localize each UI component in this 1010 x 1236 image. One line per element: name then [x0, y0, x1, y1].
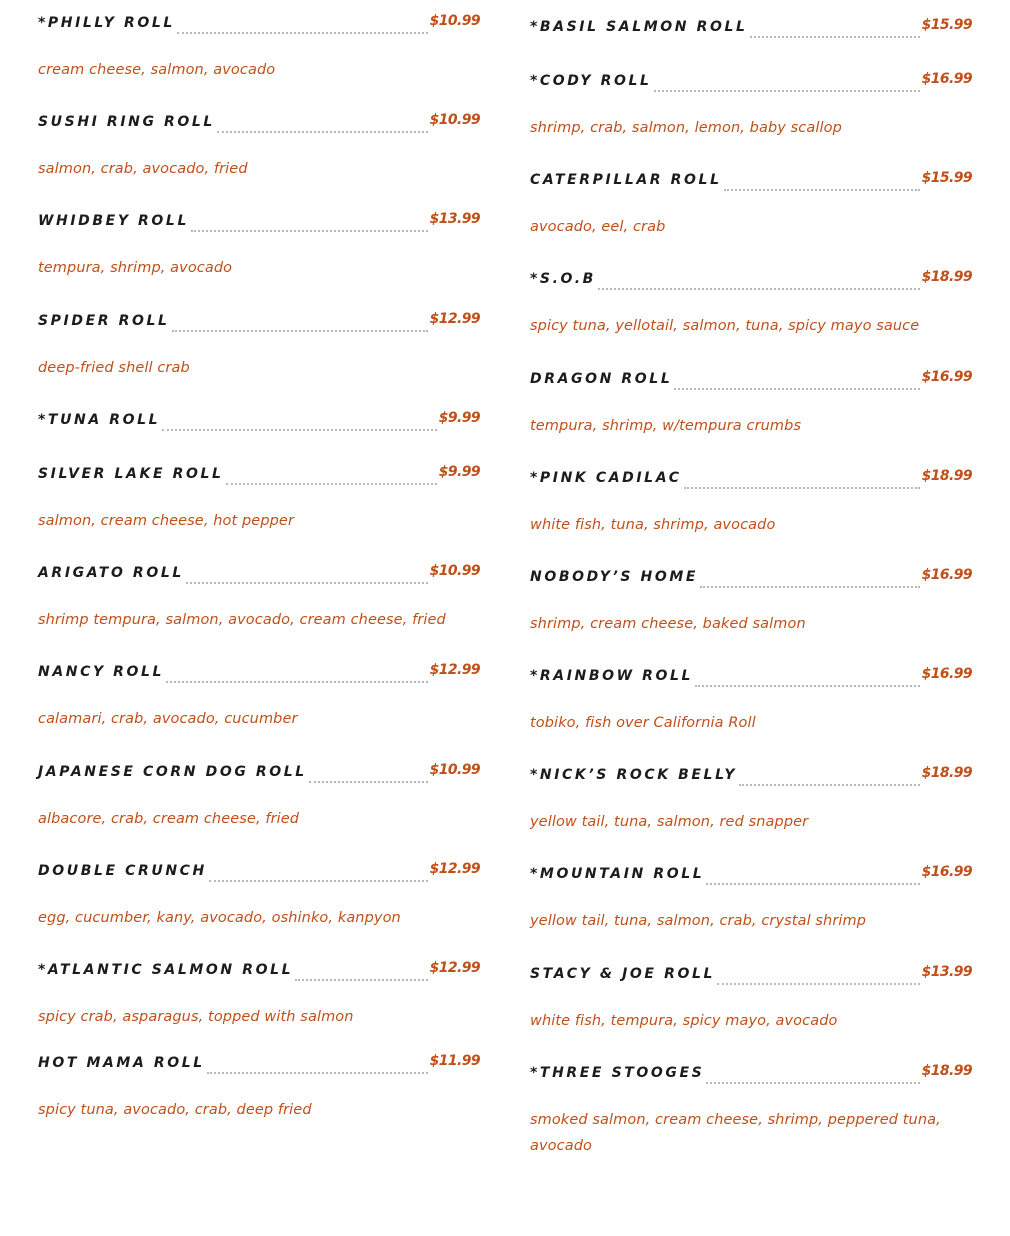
- menu-item-description: tobiko, fish over California Roll: [530, 715, 756, 731]
- menu-item-name: *RAINBOW ROLL: [530, 668, 694, 684]
- menu-item-price: $15.99: [921, 17, 972, 33]
- menu-item-header: [38, 312, 480, 334]
- menu-item-header: [530, 766, 972, 788]
- menu-item-header: [38, 862, 480, 884]
- menu-item-price: $10.99: [429, 762, 480, 778]
- menu-item-name: *PHILLY ROLL: [38, 15, 175, 31]
- menu-item: [38, 465, 480, 534]
- menu-item-price: $10.99: [429, 563, 480, 579]
- menu-item-description: white fish, tuna, shrimp, avocado: [530, 517, 776, 533]
- menu-item: [38, 961, 480, 1030]
- menu-item-description: yellow tail, tuna, salmon, crab, crystal shrimp: [530, 913, 867, 929]
- dotted-leader: [162, 429, 437, 431]
- menu-item-price: $12.99: [429, 960, 480, 976]
- menu-item-price: $18.99: [921, 1063, 972, 1079]
- menu-item-header: [530, 370, 972, 392]
- menu-item-description: calamari, crab, avocado, cucumber: [38, 711, 298, 727]
- menu-item-header: [38, 411, 480, 433]
- menu-item-header: [530, 270, 972, 292]
- menu-item: [38, 1054, 480, 1123]
- menu-item-name: NANCY ROLL: [38, 664, 165, 680]
- menu-item-header: [38, 961, 480, 983]
- dotted-leader: [209, 880, 428, 882]
- menu-item-name: *BASIL SALMON ROLL: [530, 19, 748, 35]
- menu-item-price: $18.99: [921, 269, 972, 285]
- menu-item-description: tempura, shrimp, w/tempura crumbs: [530, 418, 802, 434]
- dotted-leader: [674, 388, 919, 390]
- menu-item: [530, 18, 972, 40]
- dotted-leader: [172, 330, 428, 332]
- dotted-leader: [217, 131, 428, 133]
- menu-item-description: spicy tuna, yellotail, salmon, tuna, spicy mayo sauce: [530, 318, 920, 334]
- menu-item: [530, 370, 972, 439]
- menu-item-price: $16.99: [921, 666, 972, 682]
- menu-item-price: $16.99: [921, 71, 972, 87]
- menu-item: [38, 862, 480, 931]
- menu-item-name: *MOUNTAIN ROLL: [530, 866, 705, 882]
- menu-item-price: $16.99: [921, 567, 972, 583]
- menu-item-name: *ATLANTIC SALMON ROLL: [38, 962, 294, 978]
- dotted-leader: [191, 230, 428, 232]
- menu-item-description: spicy tuna, avocado, crab, deep fried: [38, 1102, 312, 1118]
- menu-item-header: [38, 212, 480, 234]
- menu-item-header: [530, 667, 972, 689]
- menu-item-description: spicy crab, asparagus, topped with salmon: [38, 1009, 354, 1025]
- menu-item-name: DOUBLE CRUNCH: [38, 863, 207, 879]
- menu-item-description: tempura, shrimp, avocado: [38, 260, 233, 276]
- menu-item-name: *PINK CADILAC: [530, 470, 682, 486]
- menu-item-name: ARIGATO ROLL: [38, 565, 184, 581]
- menu-item-name: HOT MAMA ROLL: [38, 1055, 205, 1071]
- dotted-leader: [724, 189, 920, 191]
- dotted-leader: [706, 1082, 919, 1084]
- menu-item-header: [38, 1054, 480, 1076]
- menu-item-name: STACY & JOE ROLL: [530, 966, 715, 982]
- menu-item-description: avocado, eel, crab: [530, 219, 666, 235]
- menu-item-price: $10.99: [429, 112, 480, 128]
- menu-item-description: yellow tail, tuna, salmon, red snapper: [530, 814, 809, 830]
- menu-item-header: [38, 14, 480, 36]
- menu-item: [530, 1064, 972, 1159]
- dotted-leader: [750, 36, 920, 38]
- menu-item-header: [530, 965, 972, 987]
- menu-item: [530, 965, 972, 1034]
- menu-item-price: $15.99: [921, 170, 972, 186]
- menu-item-description: albacore, crab, cream cheese, fried: [38, 811, 300, 827]
- dotted-leader: [598, 288, 920, 290]
- menu-item-description: smoked salmon, cream cheese, shrimp, peppered tuna, avocado: [530, 1112, 941, 1154]
- menu-item: [38, 14, 480, 83]
- menu-item: [38, 411, 480, 433]
- dotted-leader: [654, 90, 920, 92]
- dotted-leader: [295, 979, 427, 981]
- menu-item-price: $18.99: [921, 765, 972, 781]
- menu-item-description: white fish, tempura, spicy mayo, avocado: [530, 1013, 838, 1029]
- menu-item-price: $12.99: [429, 861, 480, 877]
- menu-item-price: $13.99: [429, 211, 480, 227]
- menu-item-name: *NICK’S ROCK BELLY: [530, 767, 738, 783]
- dotted-leader: [226, 483, 437, 485]
- menu-item-header: [530, 18, 972, 40]
- menu-item-description: egg, cucumber, kany, avocado, oshinko, kanpyon: [38, 910, 401, 926]
- menu-item-price: $12.99: [429, 662, 480, 678]
- menu-item: [38, 113, 480, 182]
- menu-item-name: NOBODY’S HOME: [530, 569, 699, 585]
- menu-item-header: [530, 171, 972, 193]
- menu-item-name: JAPANESE CORN DOG ROLL: [38, 764, 307, 780]
- menu-item-header: [38, 663, 480, 685]
- dotted-leader: [684, 487, 920, 489]
- menu-item-name: SUSHI RING ROLL: [38, 114, 215, 130]
- dotted-leader: [717, 983, 920, 985]
- menu-item-price: $18.99: [921, 468, 972, 484]
- menu-item-name: *THREE STOOGES: [530, 1065, 705, 1081]
- menu-item: [530, 469, 972, 538]
- menu-item-header: [38, 465, 480, 487]
- menu-item-price: $9.99: [438, 464, 480, 480]
- menu-item-header: [38, 564, 480, 586]
- menu-item-price: $9.99: [438, 410, 480, 426]
- menu-item-name: SPIDER ROLL: [38, 313, 170, 329]
- menu-item: [38, 763, 480, 832]
- menu-item-header: [530, 72, 972, 94]
- menu-item: [530, 171, 972, 240]
- menu-item: [38, 212, 480, 281]
- menu-item-header: [38, 113, 480, 135]
- menu-item-header: [38, 763, 480, 785]
- dotted-leader: [309, 781, 428, 783]
- menu-item-price: $11.99: [429, 1053, 480, 1069]
- menu-item: [38, 312, 480, 381]
- menu-item-header: [530, 469, 972, 491]
- dotted-leader: [177, 32, 428, 34]
- dotted-leader: [186, 582, 428, 584]
- menu-item-name: *TUNA ROLL: [38, 412, 161, 428]
- menu-item-price: $10.99: [429, 13, 480, 29]
- menu-item: [530, 667, 972, 736]
- menu-item-header: [530, 865, 972, 887]
- menu-item-name: DRAGON ROLL: [530, 371, 673, 387]
- menu-item-header: [530, 568, 972, 590]
- menu-item-price: $16.99: [921, 369, 972, 385]
- menu-item-description: salmon, cream cheese, hot pepper: [38, 513, 295, 529]
- menu-item-header: [530, 1064, 972, 1086]
- dotted-leader: [166, 681, 427, 683]
- dotted-leader: [700, 586, 920, 588]
- menu-item-description: shrimp, cream cheese, baked salmon: [530, 616, 806, 632]
- menu-item-name: SILVER LAKE ROLL: [38, 466, 224, 482]
- menu-item-price: $12.99: [429, 311, 480, 327]
- menu-item-description: cream cheese, salmon, avocado: [38, 62, 276, 78]
- menu-item-name: CATERPILLAR ROLL: [530, 172, 722, 188]
- menu-item: [530, 72, 972, 141]
- menu-item: [530, 270, 972, 339]
- dotted-leader: [207, 1072, 428, 1074]
- menu-item-name: *CODY ROLL: [530, 73, 652, 89]
- menu-item-description: deep-fried shell crab: [38, 360, 190, 376]
- menu-item: [530, 568, 972, 637]
- dotted-leader: [695, 685, 919, 687]
- menu-item-description: shrimp tempura, salmon, avocado, cream cheese, fried: [38, 612, 446, 628]
- menu-item: [38, 663, 480, 732]
- menu-item-price: $13.99: [921, 964, 972, 980]
- menu-item-name: *S.O.B: [530, 271, 596, 287]
- menu-item: [530, 865, 972, 934]
- menu-item-price: $16.99: [921, 864, 972, 880]
- menu-item-name: WHIDBEY ROLL: [38, 213, 189, 229]
- menu-item-description: shrimp, crab, salmon, lemon, baby scallop: [530, 120, 842, 136]
- menu-item-description: salmon, crab, avocado, fried: [38, 161, 248, 177]
- dotted-leader: [706, 883, 919, 885]
- menu-item: [530, 766, 972, 835]
- dotted-leader: [739, 784, 919, 786]
- menu-item: [38, 564, 480, 633]
